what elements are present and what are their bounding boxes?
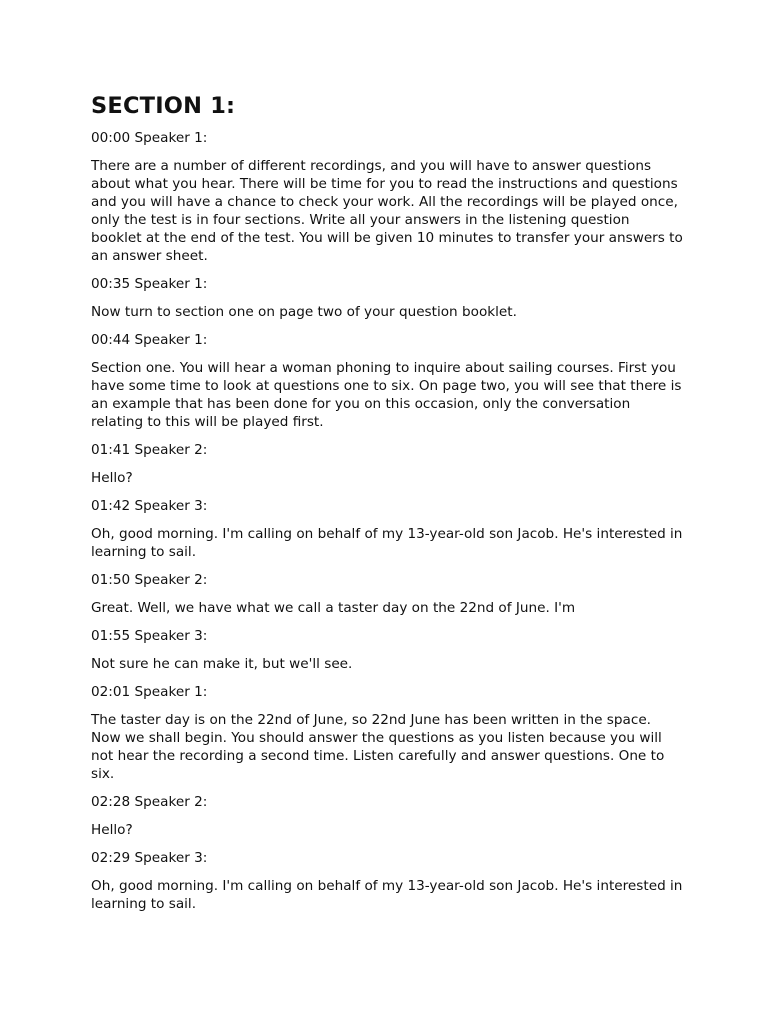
transcript-entry: [91, 497, 683, 561]
entry-text: Not sure he can make it, but we'll see.: [91, 656, 353, 672]
entry-text: Hello?: [91, 822, 133, 838]
entry-text: There are a number of different recordings, and you will have to answer questions about what you hear. There will be time for you to read the instructions and questions and you will have a chance to check your work. All the recordings will be played once, only the test is in four sections. Write all your answers in the listening question booklet at the end of the test. You will be given 10 minutes to transfer your answers to an answer sheet.: [91, 158, 683, 264]
transcript-entry: [91, 275, 683, 321]
transcript-entry: [91, 627, 683, 673]
transcript-entry: [91, 683, 683, 783]
entry-text: Section one. You will hear a woman phoning to inquire about sailing courses. First you have some time to look at questions one to six. On page two, you will see that there is an example that has been done for you on this occasion, only the conversation relating to this will be played first.: [91, 360, 682, 430]
entry-timestamp: 01:42 Speaker 3:: [91, 498, 208, 514]
transcript-entry: [91, 331, 683, 431]
entry-timestamp: 01:41 Speaker 2:: [91, 442, 208, 458]
entry-timestamp: 01:55 Speaker 3:: [91, 628, 208, 644]
entry-timestamp: 00:44 Speaker 1:: [91, 332, 208, 348]
entry-text: Oh, good morning. I'm calling on behalf of my 13-year-old son Jacob. He's interested in learning to sail.: [91, 878, 683, 912]
entry-text: Great. Well, we have what we call a taster day on the 22nd of June. I'm: [91, 600, 576, 616]
entry-timestamp: 02:29 Speaker 3:: [91, 850, 208, 866]
entry-text: The taster day is on the 22nd of June, so 22nd June has been written in the space. Now we shall begin. You should answer the questions as you listen because you will not hear the recording a second time. Listen carefully and answer questions. One to six.: [91, 712, 665, 782]
transcript-entry: [91, 571, 683, 617]
transcript-entry: [91, 129, 683, 265]
transcript-entry: [91, 441, 683, 487]
entry-text: Oh, good morning. I'm calling on behalf of my 13-year-old son Jacob. He's interested in learning to sail.: [91, 526, 683, 560]
entry-timestamp: 02:28 Speaker 2:: [91, 794, 208, 810]
entry-timestamp: 02:01 Speaker 1:: [91, 684, 208, 700]
section-title: SECTION 1:: [91, 93, 236, 119]
entry-timestamp: 00:35 Speaker 1:: [91, 276, 208, 292]
transcript-page: [91, 92, 683, 923]
transcript-entry: [91, 793, 683, 839]
entry-text: Now turn to section one on page two of your question booklet.: [91, 304, 517, 320]
transcript-entry: [91, 849, 683, 913]
entry-timestamp: 00:00 Speaker 1:: [91, 130, 208, 146]
entry-text: Hello?: [91, 470, 133, 486]
entry-timestamp: 01:50 Speaker 2:: [91, 572, 208, 588]
